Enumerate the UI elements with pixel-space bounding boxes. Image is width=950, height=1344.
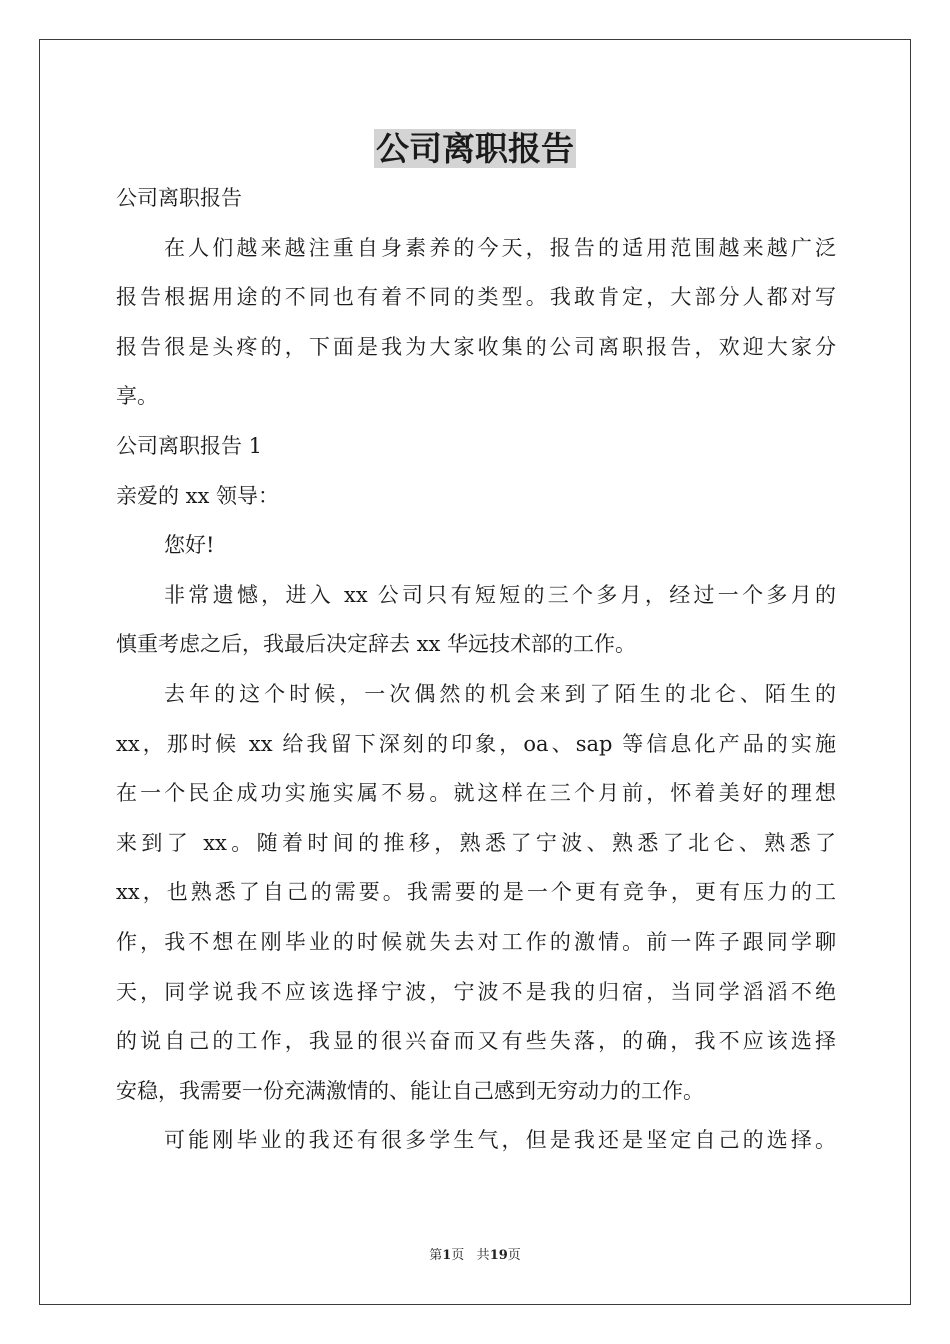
body-line: 非常遗憾，进入 xx 公司只有短短的三个多月，经过一个多月的 [164,582,836,607]
body-line: 报告很是头疼的，下面是我为大家收集的公司离职报告，欢迎大家分 [116,334,836,359]
body-line: 在一个民企成功实施实属不易。就这样在三个月前，怀着美好的理想 [116,781,836,806]
footer-page-suffix: 页 [451,1248,465,1263]
body-line: 的说自己的工作，我显的很兴奋而又有些失落，的确，我不应该选择 [116,1029,836,1054]
document-title [0,126,950,172]
page-footer [0,1247,950,1265]
body-line: 作，我不想在刚毕业的时候就失去对工作的激情。前一阵子跟同学聊 [116,929,836,954]
body-line: 去年的这个时候，一次偶然的机会来到了陌生的北仑、陌生的 [164,681,836,706]
body-line: xx，那时候 xx 给我留下深刻的印象，oa、sap 等信息化产品的实施 [116,731,836,756]
body-line-subtitle: 公司离职报告 [116,186,242,210]
body-line: 享。 [116,384,158,409]
footer-total-prefix: 共 [476,1248,490,1263]
footer-page-number: 1 [442,1248,452,1263]
section-heading: 公司离职报告 1 [116,433,263,458]
footer-total-suffix: 页 [507,1248,521,1263]
body-line: 在人们越来越注重自身素养的今天，报告的适用范围越来越广泛 [164,235,836,260]
document-title-text: 公司离职报告 [376,129,574,168]
body-line: 天，同学说我不应该选择宁波，宁波不是我的归宿，当同学滔滔不绝 [116,979,836,1004]
body-line: 可能刚毕业的我还有很多学生气，但是我还是坚定自己的选择。 [164,1128,836,1153]
footer-total-pages: 19 [489,1248,508,1263]
body-line: 安稳，我需要一份充满激情的、能让自己感到无穷动力的工作。 [116,1078,704,1103]
body-line: 来到了 xx。随着时间的推移，熟悉了宁波、熟悉了北仑、熟悉了 [116,830,836,855]
body-line: 慎重考虑之后，我最后决定辞去 xx 华远技术部的工作。 [116,632,637,657]
body-line: xx，也熟悉了自己的需要。我需要的是一个更有竞争，更有压力的工 [116,880,836,905]
document-body [116,174,836,1166]
footer-prefix: 第 [429,1248,443,1263]
body-line: 报告根据用途的不同也有着不同的类型。我敢肯定，大部分人都对写 [116,285,836,310]
salutation: 亲爱的 xx 领导： [116,483,280,508]
greeting: 您好! [164,533,215,558]
